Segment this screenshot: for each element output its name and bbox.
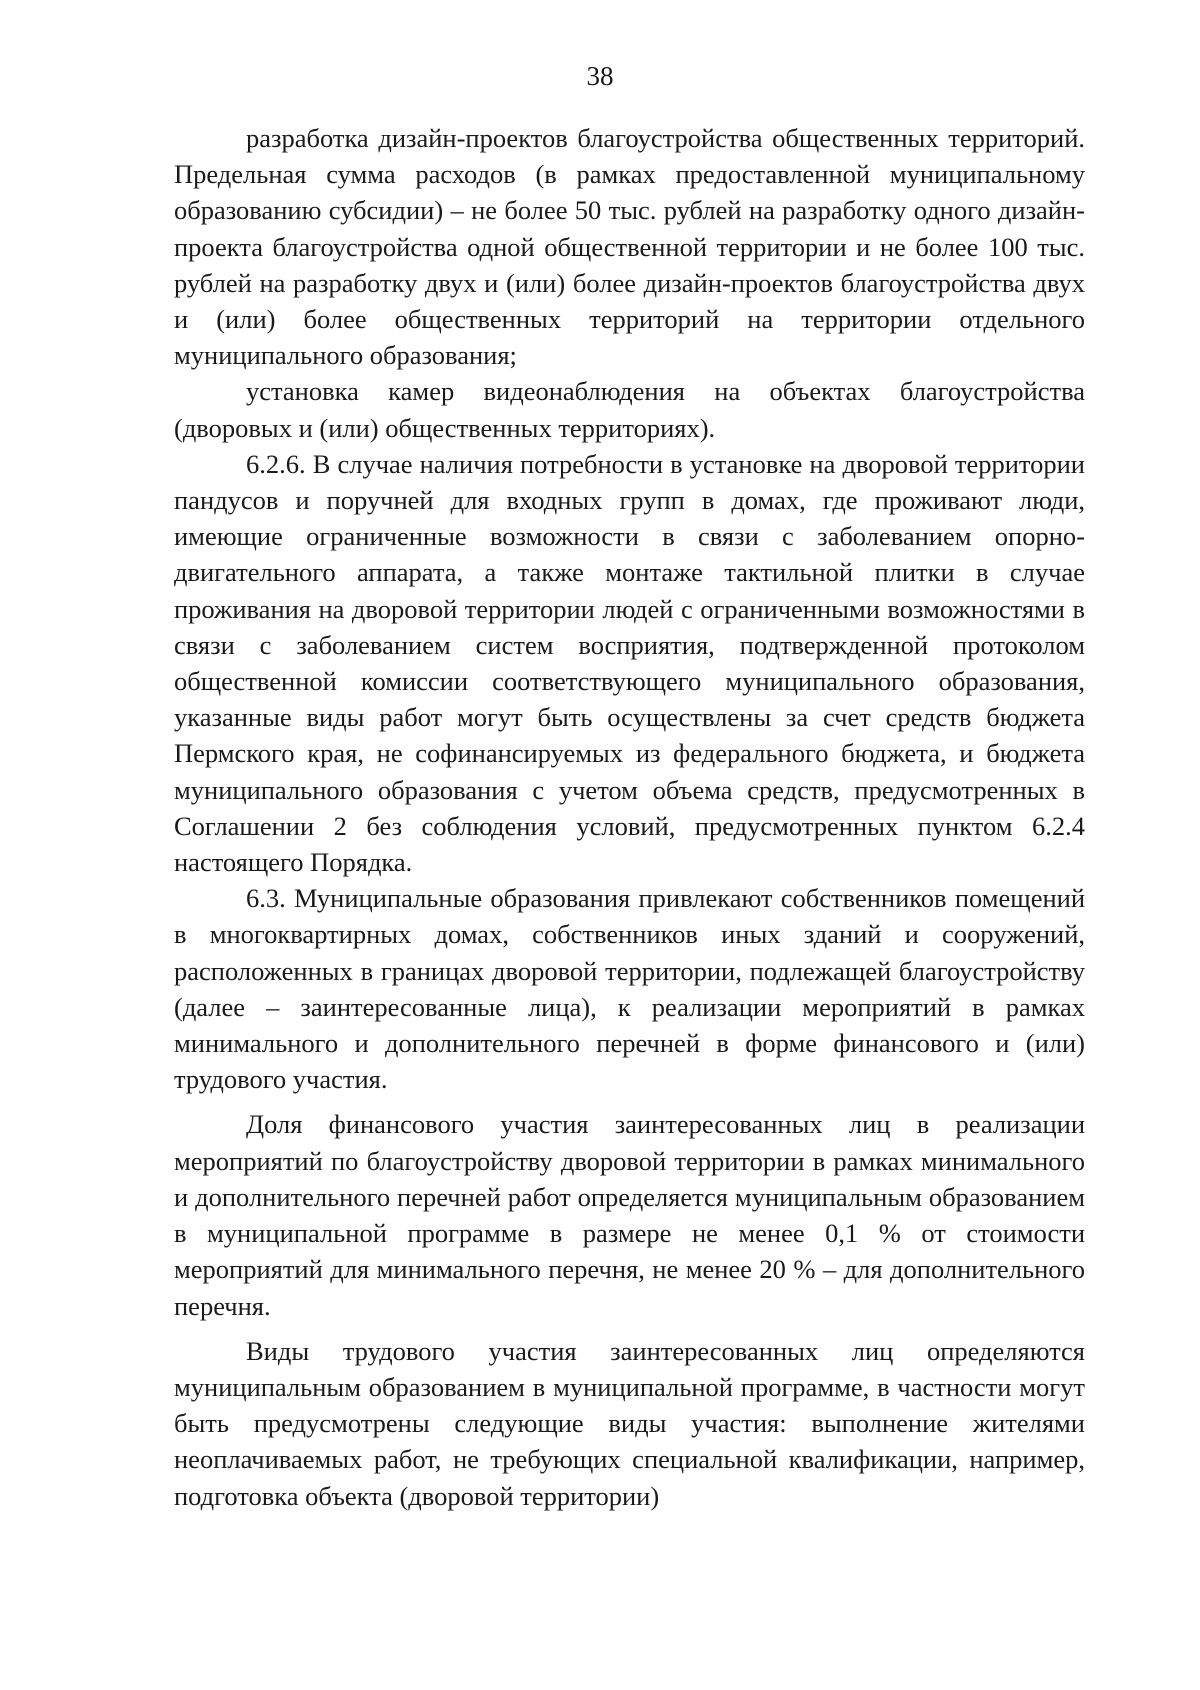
page-number: 38 xyxy=(586,61,614,91)
paragraph-6-3: 6.3. Муниципальные образования привлекают собственников помещений в многоквартирных домах, собственников иных зданий и сооружений, расположенных в границах дворовой территории, подлежащей благоустройству (далее – заинтересованные лица), к реализации мероприятий в рамках минимального и дополнительного перечней в форме финансового и (или) трудового участия. xyxy=(174,883,1085,1095)
paragraph-design-projects: разработка дизайн-проектов благоустройства общественных территорий. Предельная сумма расходов (в рамках предоставленной муниципальному образованию субсидии) – не более 50 тыс. рублей на разработку одного дизайн-проекта благоустройства одной общественной территории и не более 100 тыс. рублей на разработку двух и (или) более дизайн-проектов благоустройства двух и (или) более общественных территорий на территории отдельного муниципального образования; xyxy=(174,123,1085,371)
paragraph-financial-share: Доля финансового участия заинтересованных лиц в реализации мероприятий по благоустройству дворовой территории в рамках минимального и дополнительного перечней работ определяется муниципальным образованием в муниципальной программе в размере не менее 0,1 % от стоимости мероприятий для минимального перечня, не менее 20 % – для дополнительного перечня. xyxy=(174,1109,1085,1321)
document-body xyxy=(174,120,1085,1514)
paragraph-6-2-6: 6.2.6. В случае наличия потребности в установке на дворовой территории пандусов и поручней для входных групп в домах, где проживают люди, имеющие ограниченные возможности в связи с заболеванием опорно-двигательного аппарата, а также монтаже тактильной плитки в случае проживания на дворовой территории людей с ограниченными возможностями в связи с заболеванием систем восприятия, подтвержденной протоколом общественной комиссии соответствующего муниципального образования, указанные виды работ могут быть осуществлены за счет средств бюджета Пермского края, не софинансируемых из федерального бюджета, и бюджета муниципального образования с учетом объема средств, предусмотренных в Соглашении 2 без соблюдения условий, предусмотренных пунктом 6.2.4 настоящего Порядка. xyxy=(174,448,1085,878)
paragraph-video-cameras: установка камер видеонаблюдения на объектах благоустройства (дворовых и (или) общественных территориях). xyxy=(174,376,1085,443)
paragraph-labor-participation: Виды трудового участия заинтересованных лиц определяются муниципальным образованием в муниципальной программе, в частности могут быть предусмотрены следующие виды участия: выполнение жителями неоплачиваемых работ, не требующих специальной квалификации, например, подготовка объекта (дворовой территории) xyxy=(174,1335,1085,1511)
